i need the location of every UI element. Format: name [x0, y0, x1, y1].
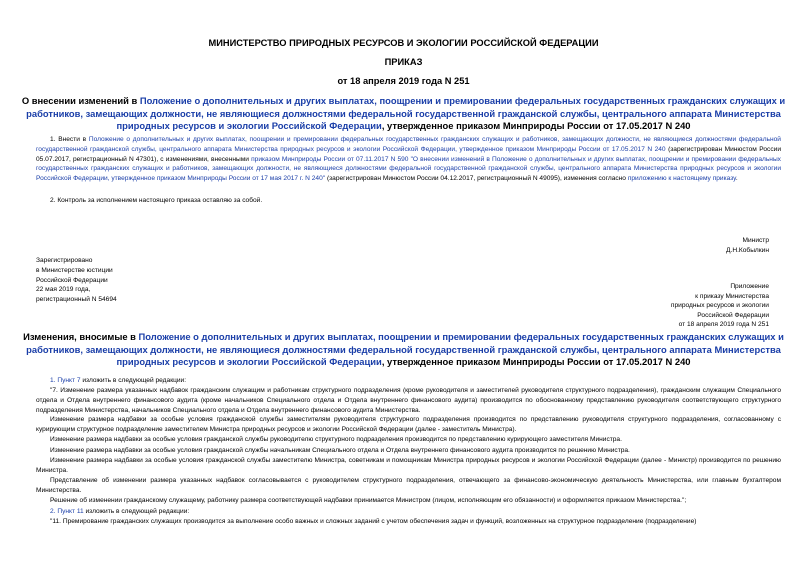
change-1-quote-2: Изменение размера надбавки за особые условия гражданской службы заместителям руководителя структурного подразделения производится по представлению руководителя структурного подразделения, согласованному с курирующим структурное подразделение заместителем Министра природных ресурсов и экологии Российской Федерации (далее - заместитель Министра). — [36, 416, 781, 433]
date-number-heading: от 18 апреля 2019 года N 251 — [337, 76, 470, 86]
order-paragraph-2: 2. Контроль за исполнением настоящего приказа оставляю за собой. — [50, 197, 263, 204]
change-1-quote-4: Изменение размера надбавки за особые условия гражданской службы начальникам Специального отдела и Отдела внутреннего финансового аудита производится по решению Министра. — [50, 447, 630, 454]
ministry-heading: МИНИСТЕРСТВО ПРИРОДНЫХ РЕСУРСОВ И ЭКОЛОГИИ РОССИЙСКОЙ ФЕДЕРАЦИИ — [208, 38, 599, 48]
amendment-order-link[interactable]: приказом Минприроды России от 07.11.2017 N 590 "О внесении изменений в Положение о дополнительных и других выплатах, поощрении и премировании федеральных государственных гражданских служащих и работников, замещающих должности, не являющиеся должностями федеральной государственной гражданской службы, центрального аппарата Министерства природных ресурсов и экологии Российской Федерации, утвержденное приказом Минприроды России от 17 мая 2017 г. N 240" — [36, 155, 781, 183]
change-2-intro: 2. Пункт 11 изложить в следующей редакции: — [50, 508, 190, 515]
change-1-quote-1: "7. Изменение размера указанных надбавок гражданским служащим и работникам структурного подразделения (кроме руководителя и заместителей руководителя структурного подразделения), гражданским служащим Специального отдела и Отдела внутреннего финансового аудита (кроме начальников Специального отдела и Отдела внутреннего финансового аудита) производится по обоснованному представлению руководителя соответствующего структурного подразделения Министерства, начальников Специального отдела и Отдела внутреннего финансового аудита Министерства. — [36, 387, 781, 414]
doc-type-heading: ПРИКАЗ — [384, 57, 423, 67]
change-2-quote-1: "11. Премирование гражданских служащих производится за выполнение особо важных и сложных заданий с учетом обеспечения задач и функций, возложенных на структурное подразделение (подразделение) — [50, 518, 697, 525]
order-title-suffix: , утвержденное приказом Минприроды России от 17.05.2017 N 240 — [381, 120, 691, 131]
order-paragraph-1: 1. Внести в Положение о дополнительных и других выплатах, поощрении и премировании федеральных государственных гражданских служащих и работников, замещающих должности, не являющиеся должностями федеральной государственной гражданской службы, центрального аппарата Министерства природных ресурсов и экологии Российской Федерации, утвержденное приказом Минприроды России от 17.05.2017 N 240 (зарегистрирован Минюстом России 05.07.2017, регистрационный N 47301), с изменениями, внесенными приказом Минприроды России от 07.11.2017 N 590 "О внесении изменений в Положение о дополнительных и других выплатах, поощрении и премировании федеральных государственных гражданских служащих и работников, замещающих должности, не являющиеся должностями федеральной государственной гражданской службы, центрального аппарата Министерства природных ресурсов и экологии Российской Федерации, утвержденное приказом Минприроды России от 17 мая 2017 г. N 240" (зарегистрирован Минюстом России 04.12.2017, регистрационный N 49095), изменения согласно приложению к настоящему приказу. — [36, 136, 782, 183]
change-1-quote-6: Представление об изменении размера указанных надбавок согласовывается с руководителем структурного подразделения, отвечающего за финансово-экономическую деятельность Министерства, или главным бухгалтером Министерства. — [36, 477, 781, 494]
change-1-quote-7: Решение об изменении гражданскому служащему, работнику размера соответствующей надбавки принимается Министром (лицом, исполняющим его обязанности) и оформляется приказом Министерства."; — [50, 497, 687, 504]
appendix-block: Приложение к приказу Министерства природных ресурсов и экологии Российской Федерации от 18 апреля 2019 года N 251 — [670, 283, 769, 329]
changes-title: Изменения, вносимые в Положение о дополнительных и других выплатах, поощрении и премировании федеральных государственных гражданских служащих и работников, замещающих должности, не являющиеся должностями федеральной государственной гражданской службы, центрального аппарата Министерства природных ресурсов и экологии Российской Федерации, утвержденное приказом Минприроды России от 17.05.2017 N 240 — [23, 331, 784, 367]
change-1-quote-5: Изменение размера надбавки за особые условия гражданской службы заместителю Министра, советникам и помощникам Министра природных ресурсов и экологии Российской Федерации (далее - Министр) производится по решению Министра. — [36, 457, 781, 474]
change-1-quote-3: Изменение размера надбавки за особые условия гражданской службы руководителю структурного подразделения производится по представлению курирующего заместителя Министра. — [50, 436, 622, 443]
point-7-link[interactable]: 1. Пункт 7 — [50, 377, 81, 384]
appendix-link[interactable]: приложению к настоящему приказу — [627, 175, 736, 183]
order-title-link[interactable]: Положение о дополнительных и других выплатах, поощрении и премировании федеральных государственных гражданских служащих и работников, замещающих должности, не являющиеся должностями федеральной государственной гражданской службы, центрального аппарата Министерства природных ресурсов и экологии Российской Федерации — [26, 95, 786, 131]
order-title-prefix: О внесении изменений в — [21, 95, 140, 106]
change-1-intro: 1. Пункт 7 изложить в следующей редакции: — [50, 377, 187, 384]
order-title — [20, 95, 787, 133]
changes-title-link[interactable]: Положение о дополнительных и других выплатах, поощрении и премировании федеральных государственных гражданских служащих и работников, замещающих должности, не являющиеся должностями федеральной государственной гражданской службы, центрального аппарата Министерства природных ресурсов и экологии Российской Федерации — [26, 331, 784, 367]
registration-block: Зарегистрировано в Министерстве юстиции Российской Федерации 22 мая 2019 года, регистрационный N 54694 — [36, 257, 117, 304]
signature-name: Д.Н.Кобылкин — [726, 246, 769, 254]
signature-position: Министр — [742, 237, 769, 244]
point-11-link[interactable]: 2. Пункт 11 — [50, 508, 84, 515]
signature-block — [726, 236, 769, 255]
regulation-link[interactable]: Положение о дополнительных и других выплатах, поощрении и премировании федеральных государственных гражданских служащих и работников, замещающих должности, не являющиеся должностями федеральной государственной гражданской службы, центрального аппарата Министерства природных ресурсов и экологии Российской Федерации, утвержденное приказом Минприроды России от 17.05.2017 N 240 — [36, 136, 781, 153]
